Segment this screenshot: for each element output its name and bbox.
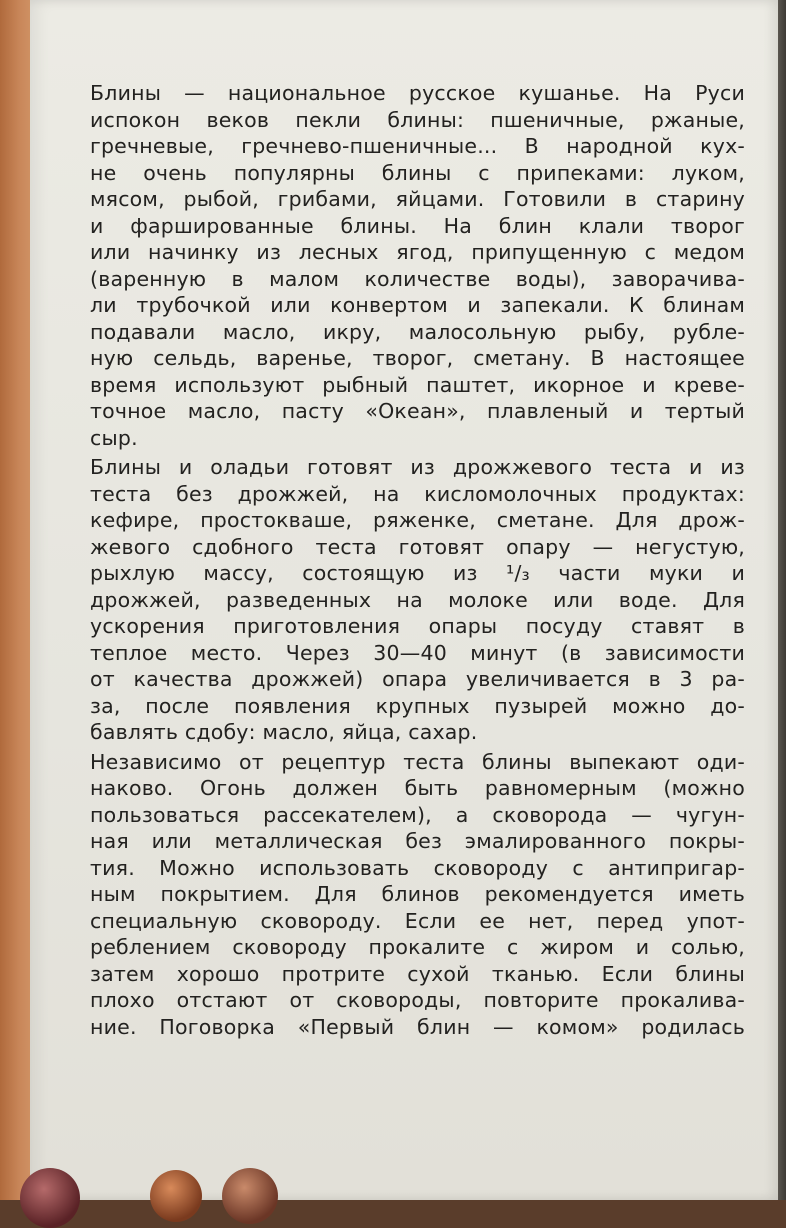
text-line: пользоваться рассекателем), а сковорода — чугун- [90,802,745,827]
text-line: от качества дрожжей) опара увеличивается в 3 ра- [90,667,745,691]
text-line: (варенную в малом количестве воды), заворачива- [90,266,745,291]
text-line: ли трубочкой или конвертом и запекали. К блинам [90,293,745,317]
book-page [30,0,778,1200]
text-line: специальную сковороду. Если ее нет, перед упот- [90,908,745,933]
text-line: кефире, простокваше, ряженке, сметане. Для дрож- [90,508,745,532]
text-line: мясом, рыбой, грибами, яйцами. Готовили в старину [90,187,745,211]
text-line: за, после появления крупных пузырей можно до- [90,693,745,718]
beads-decoration [0,1160,320,1200]
text-line: Независимо от рецептур теста блины выпекают оди- [90,749,745,774]
paragraph-2 [90,454,745,746]
text-line: дрожжей, разведенных на молоке или воде. Для [90,587,745,612]
bead [222,1168,278,1224]
text-line: ным покрытием. Для блинов рекомендуется иметь [90,882,745,906]
paragraph-3 [90,749,745,1041]
text-line: ная или металлическая без эмалированного покры- [90,829,745,853]
text-line: время используют рыбный паштет, икорное и креве- [90,372,745,397]
text-line: Блины — национальное русское кушанье. На Руси [90,81,745,105]
text-line: и фаршированные блины. На блин клали творог [90,213,745,238]
text-line: Блины и оладьи готовят из дрожжевого теста и из [90,455,745,479]
text-line: наково. Огонь должен быть равномерным (можно [90,776,745,800]
paragraph-1 [90,80,745,451]
text-line: бавлять сдобу: масло, яйца, сахар. [90,720,478,744]
text-line: затем хорошо протрите сухой тканью. Если блины [90,961,745,986]
text-line: тия. Можно использовать сковороду с антипригар- [90,855,745,880]
text-line: рыхлую массу, состоящую из ¹/₃ части муки и [90,561,745,585]
text-line: сыр. [90,425,138,450]
text-line: теста без дрожжей, на кисломолочных продуктах: [90,481,745,506]
text-line: ную сельдь, варенье, творог, сметану. В настоящее [90,346,745,370]
text-line: жевого сдобного теста готовят опару — негустую, [90,534,745,559]
text-line: теплое место. Через 30—40 минут (в зависимости [90,640,745,665]
text-line: гречневые, гречнево-пшеничные... В народной кух- [90,134,745,158]
text-line: испокон веков пекли блины: пшеничные, ржаные, [90,107,745,132]
text-line: подавали масло, икру, малосольную рыбу, рубле- [90,319,745,344]
text-line: плохо отстают от сковороды, повторите прокалива- [90,988,745,1012]
text-line: реблением сковороду прокалите с жиром и солью, [90,935,745,959]
text-line: не очень популярны блины с припеками: луком, [90,160,745,185]
text-line: ускорения приготовления опары посуду ставят в [90,614,745,638]
text-line: или начинку из лесных ягод, припущенную с медом [90,240,745,264]
text-line: точное масло, пасту «Океан», плавленый и тертый [90,399,745,423]
bead [150,1170,202,1222]
page-text [90,80,745,1040]
text-line: ние. Поговорка «Первый блин — комом» родилась [90,1014,745,1039]
bead [20,1168,80,1228]
